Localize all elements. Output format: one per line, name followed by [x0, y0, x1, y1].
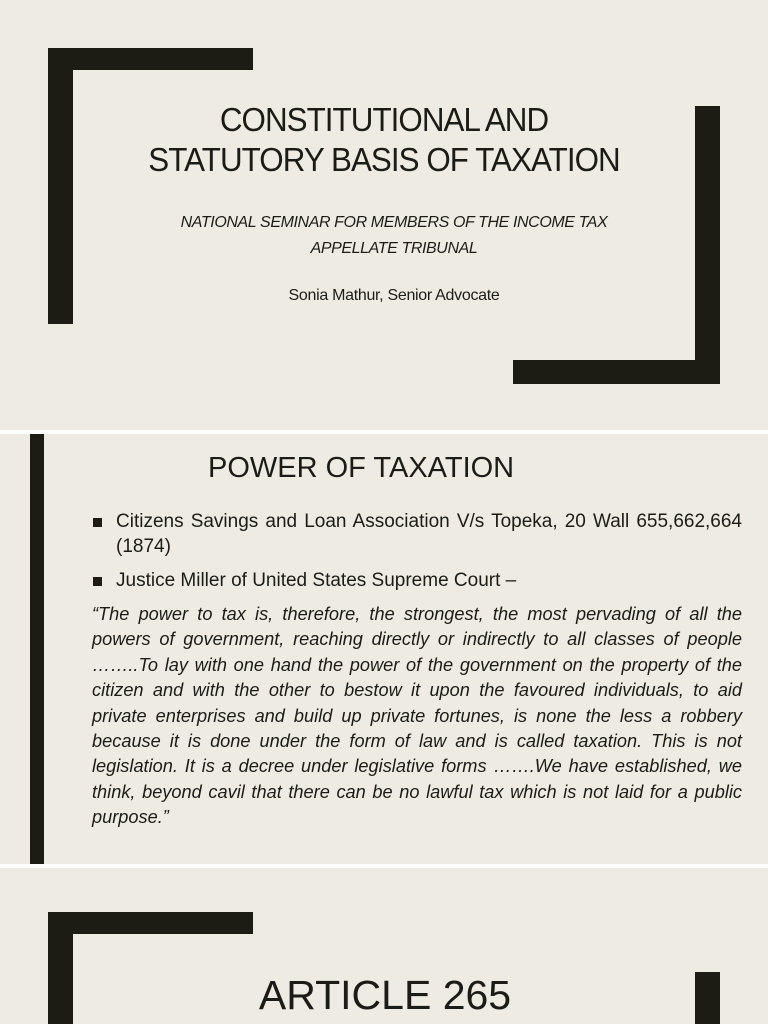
- content-slide-article-265: [0, 868, 768, 1024]
- slide-title: ARTICLE 265: [258, 972, 512, 1018]
- frame-bracket-top-left-horizontal: [48, 48, 253, 70]
- presenter-name: Sonia Mathur, Senior Advocate: [288, 287, 500, 304]
- bullet-text: Justice Miller of United States Supreme Court –: [116, 570, 517, 591]
- bullet-list: [92, 509, 742, 602]
- subtitle-line-1: NATIONAL SEMINAR FOR MEMBERS OF THE INCOME TAX: [180, 214, 608, 231]
- frame-bracket-top-left-vertical: [48, 48, 73, 324]
- bullet-square-icon: [93, 577, 102, 586]
- title-line-2: STATUTORY BASIS OF TAXATION: [148, 141, 620, 178]
- list-item: [92, 568, 742, 593]
- presentation-subtitle: [150, 210, 638, 262]
- presentation-title: [19, 100, 749, 180]
- slide-heading: POWER OF TAXATION: [208, 452, 515, 484]
- frame-bracket-bottom-right-horizontal: [513, 360, 720, 384]
- left-accent-bar: [30, 434, 44, 864]
- bullet-text: Citizens Savings and Loan Association V/s Topeka, 20 Wall 655,662,664 (1874): [116, 511, 742, 557]
- frame-bracket-top-left-horizontal: [48, 912, 253, 934]
- title-line-1: CONSTITUTIONAL AND: [219, 101, 549, 138]
- title-slide: [0, 0, 768, 430]
- list-item: [92, 509, 742, 559]
- subtitle-line-2: APPELLATE TRIBUNAL: [310, 240, 478, 257]
- content-slide-power-of-taxation: [0, 434, 768, 864]
- quotation-paragraph: “The power to tax is, therefore, the strongest, the most pervading of all the powers of government, reaching directly or indirectly to all classes of people ……..To lay with one hand the power of the government on the property of the citizen and with the other to bestow it upon the favoured individuals, to aid private enterprises and build up private fortunes, is none the less a robbery because it is done under the form of law and is called taxation. This is not legislation. It is a decree under legislative forms …….We have established, we think, beyond cavil that there can be no lawful tax which is not laid for a public purpose.”: [92, 604, 742, 828]
- bullet-square-icon: [93, 518, 102, 527]
